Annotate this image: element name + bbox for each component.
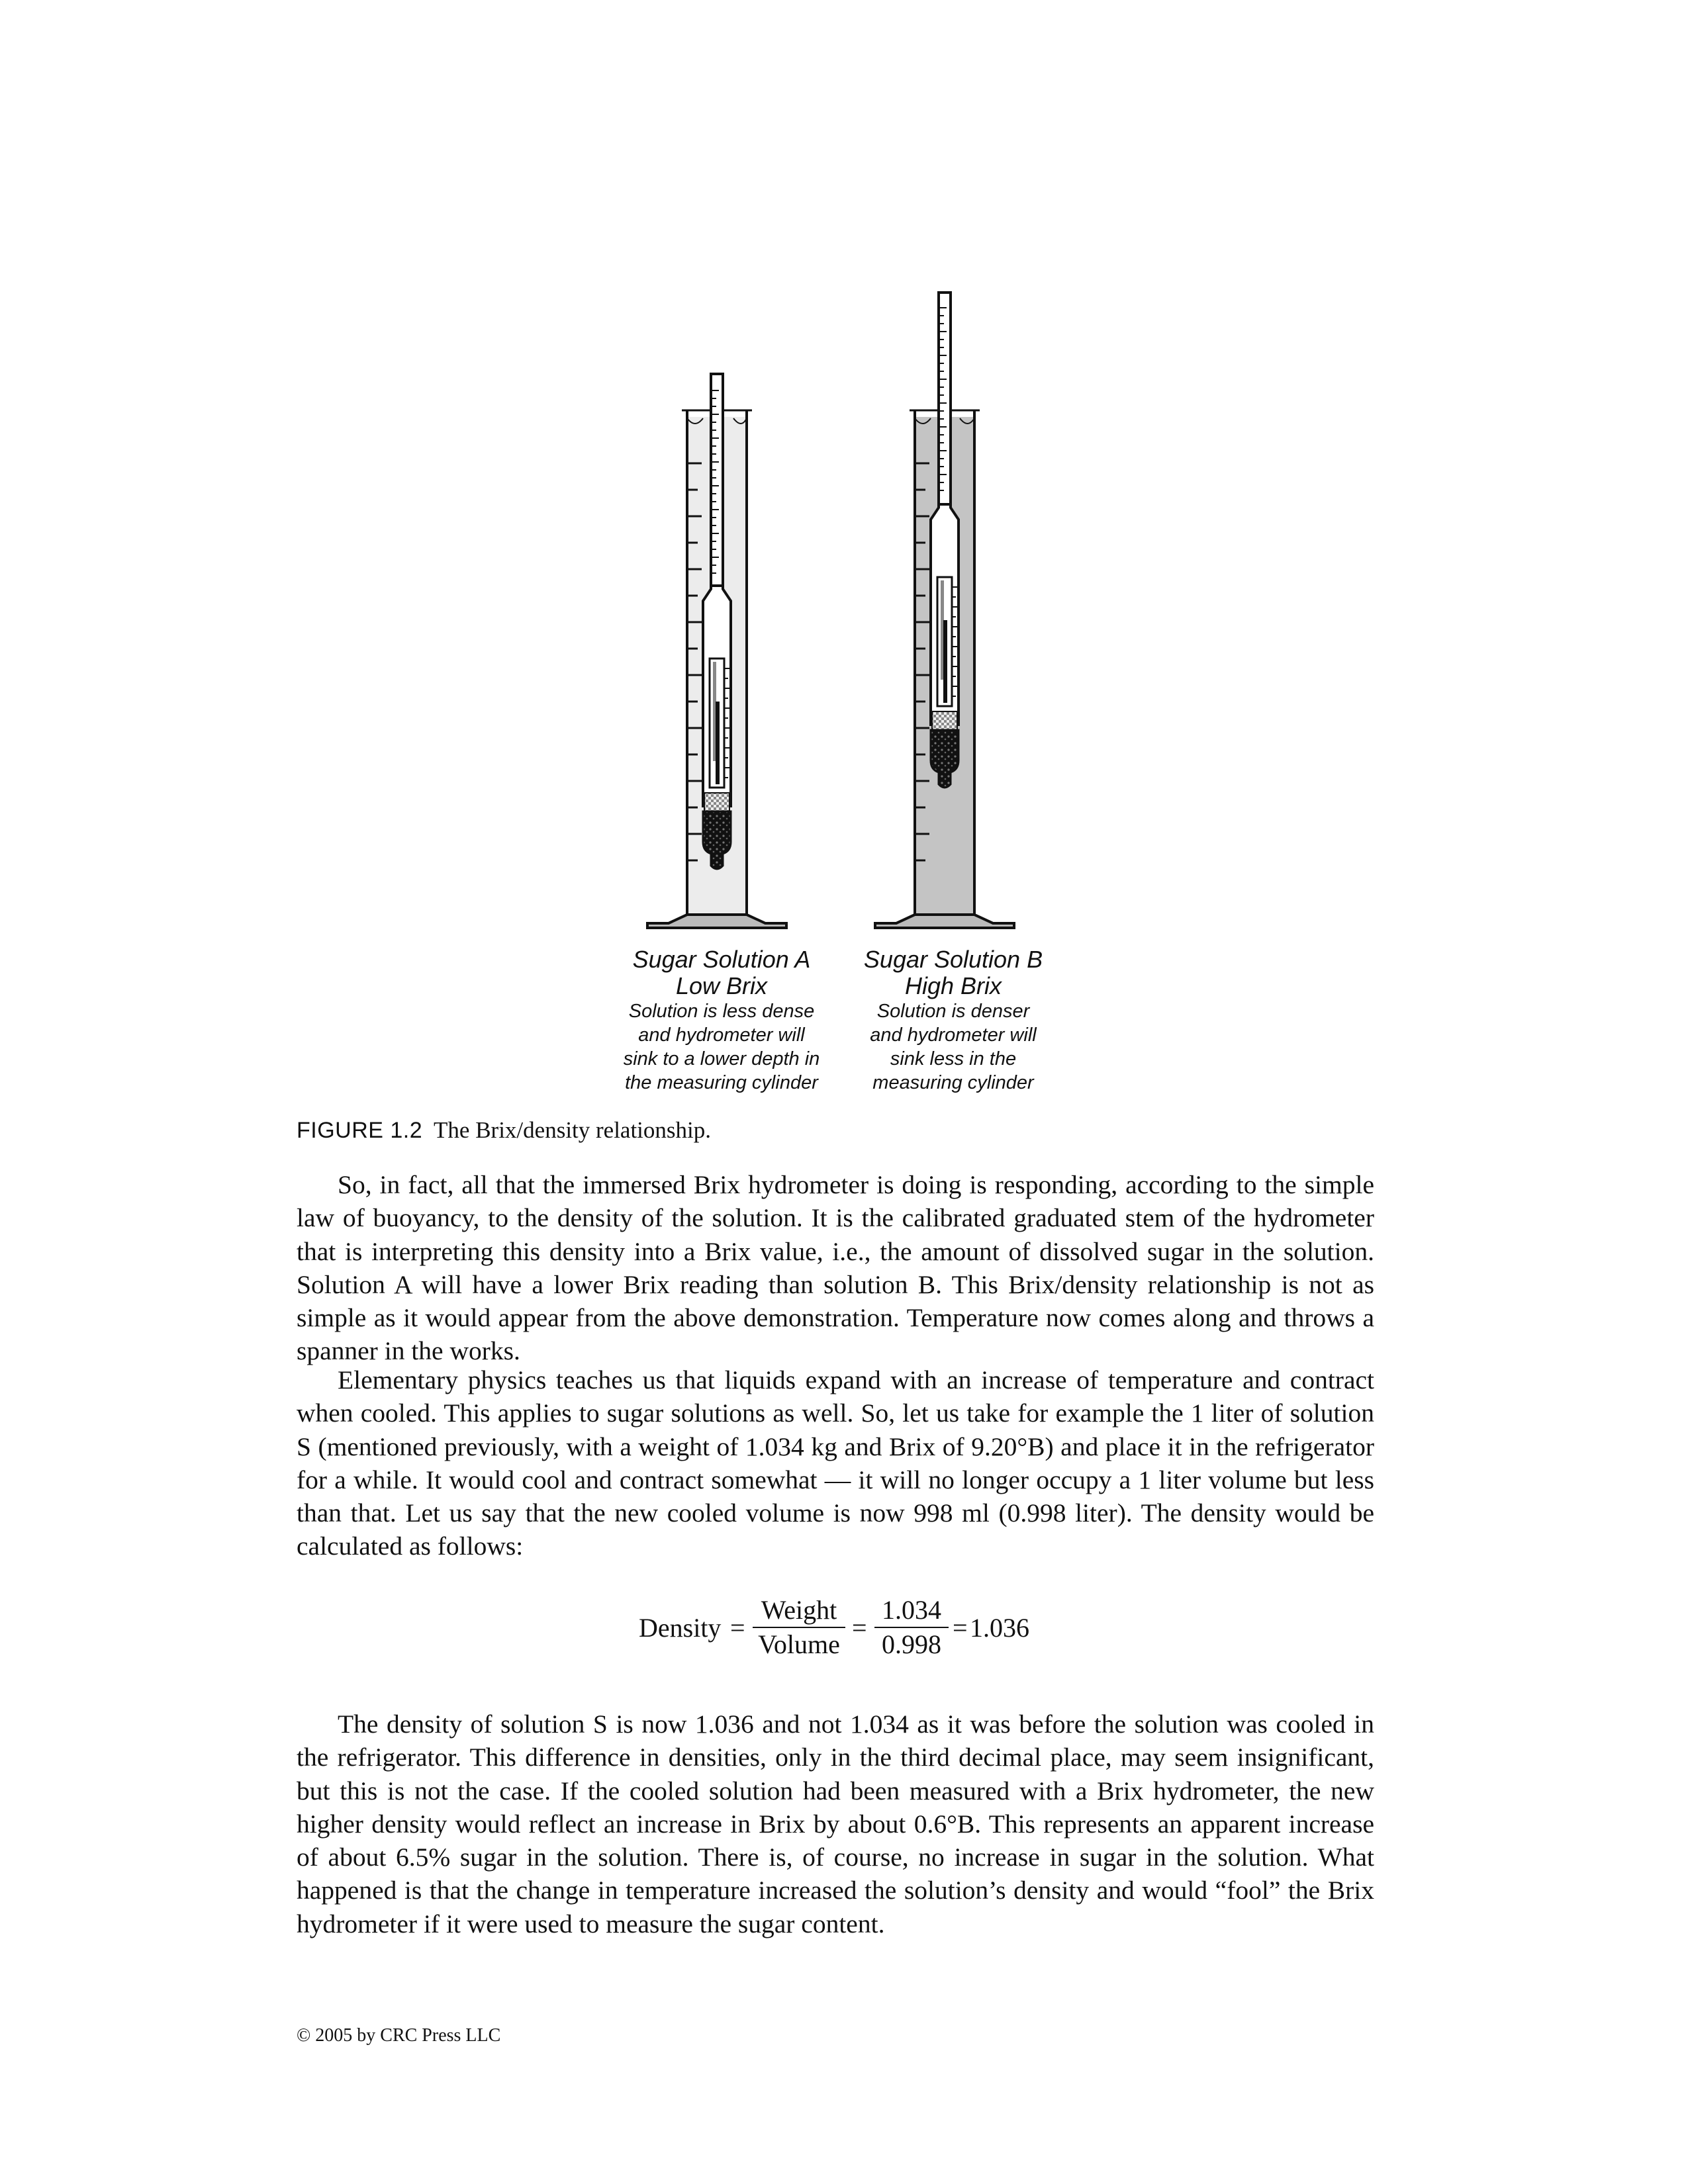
solution-b-label [844, 946, 1062, 1095]
eq-result: 1.036 [970, 1613, 1029, 1643]
solution-b-desc-line: Solution is denser [876, 1001, 1030, 1022]
solution-a-desc-line: the measuring cylinder [625, 1072, 818, 1093]
paragraph-3-text: The density of solution S is now 1.036 and not 1.034 as it was before the solution was cooled in the refrigerator. This difference in densities, only in the third decimal place, may seem insignificant, but this is not the case. If the cooled solution had been measured with a Brix hydrometer, the new higher density would reflect an increase in Brix by about 0.6°B. This represents an apparent increase of about 6.5% sugar in the solution. There is, of course, no increase in sugar in the solution. What happened is that the change in temperature increased the solution’s density and would “fool” the Brix hydrometer if it were used to measure the sugar content. [297, 1709, 1374, 1938]
solution-a-subtitle: Low Brix [675, 972, 768, 999]
eq-lhs: Density [639, 1613, 722, 1643]
paragraph-2-text: Elementary physics teaches us that liquids expand with an increase of temperature and contract when cooled. This applies to sugar solutions as well. So, let us take for example the 1 liter of solution S (mentioned previously, with a weight of 1.034 kg and Brix of 9.20°B) and place it in the refrigerator for a while. It would cool and contract somewhat — it will no longer occupy a 1 liter volume but less than that. Let us say that the new cooled volume is now 998 ml (0.998 liter). The density would be calculated as follows: [297, 1365, 1374, 1561]
solution-a-title: Sugar Solution A [632, 946, 811, 973]
eq-fraction-1 [753, 1595, 845, 1660]
solution-a-label [612, 946, 831, 1095]
figure-number: FIGURE 1.2 [297, 1118, 423, 1143]
solution-b-desc-line: and hydrometer will [870, 1024, 1037, 1046]
paragraph-1 [297, 1168, 1374, 1368]
figure-caption [297, 1117, 711, 1144]
eq-numerator-2: 1.034 [874, 1595, 949, 1628]
solution-a-desc-line: and hydrometer will [638, 1024, 805, 1046]
paragraph-2 [297, 1363, 1374, 1563]
paragraph-1-text: So, in fact, all that the immersed Brix hydrometer is doing is responding, according to the simple law of buoyancy, to the density of the solution. It is the calibrated graduated stem of the hydrometer that is interpreting this density into a Brix value, i.e., the amount of dissolved sugar in the solution. Solution A will have a lower Brix reading than solution B. This Brix/density relationship is not as simple as it would appear from the above demonstration. Temperature now comes along and throws a spanner in the works. [297, 1170, 1374, 1366]
eq-denominator-2: 0.998 [882, 1629, 941, 1659]
eq-equals-3: = [953, 1613, 968, 1643]
eq-fraction-2 [874, 1595, 949, 1660]
solution-a-desc-line: Solution is less dense [628, 1001, 815, 1022]
solution-b-desc-line: sink less in the [890, 1048, 1017, 1069]
brix-density-figure [629, 278, 1059, 940]
figure-caption-text: The Brix/density relationship. [434, 1117, 712, 1143]
eq-numerator-1: Weight [753, 1595, 845, 1628]
eq-denominator-1: Volume [758, 1629, 840, 1659]
paragraph-3 [297, 1707, 1374, 1940]
solution-b-title: Sugar Solution B [863, 946, 1043, 973]
copyright-notice: © 2005 by CRC Press LLC [297, 2025, 501, 2046]
eq-equals-2: = [852, 1613, 867, 1643]
solution-b-desc-line: measuring cylinder [872, 1072, 1034, 1093]
hydrometer-b [931, 293, 959, 788]
eq-equals-1: = [730, 1613, 745, 1643]
solution-b-subtitle: High Brix [904, 972, 1002, 999]
solution-a-desc-line: sink to a lower depth in [623, 1048, 820, 1069]
